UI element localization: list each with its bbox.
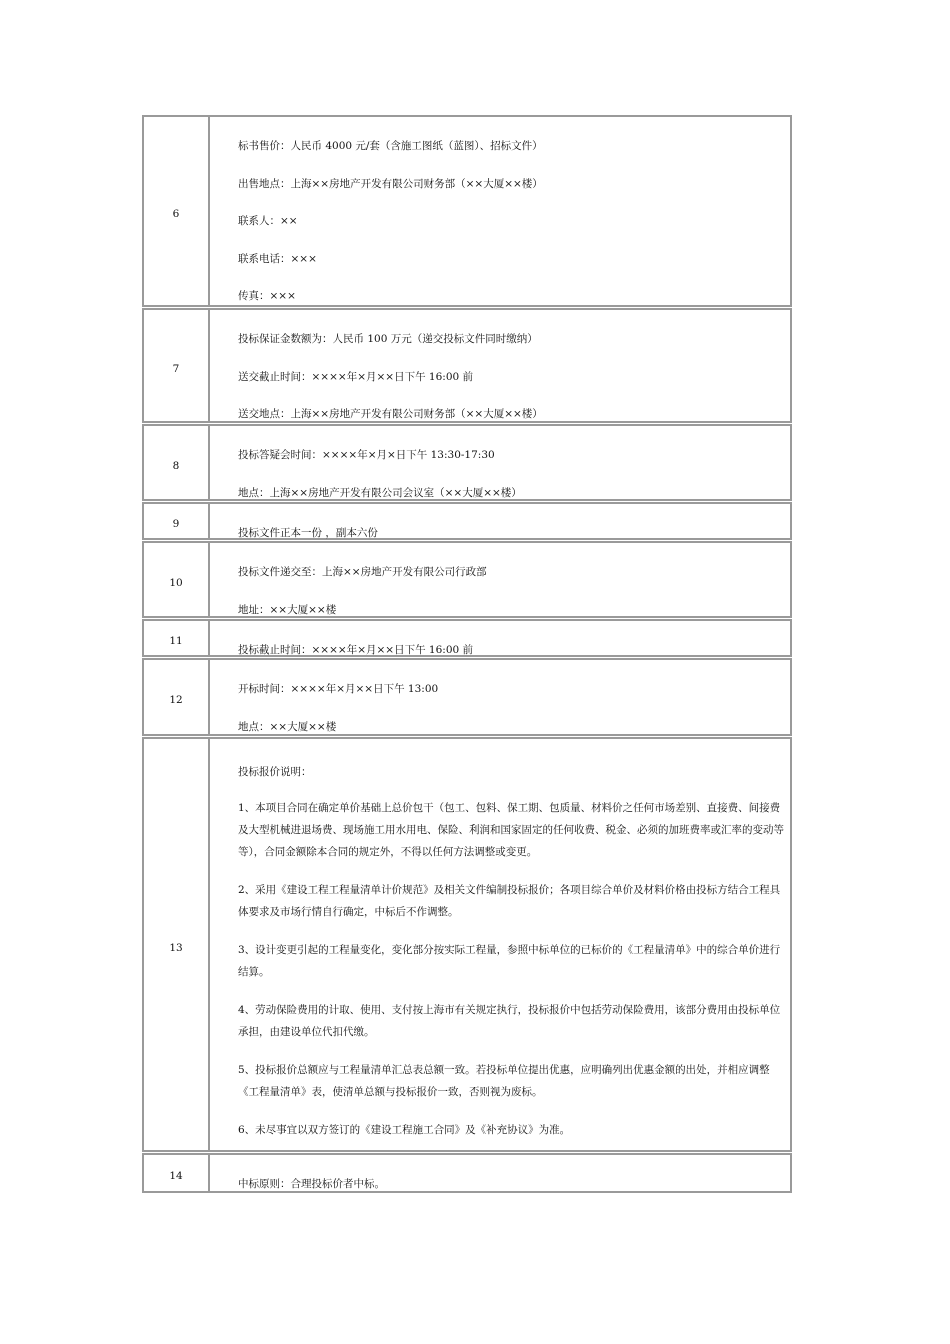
table-row [142,541,792,618]
row-number: 8 [144,426,210,499]
text-line: 地点：上海××房地产开发有限公司会议室（××大厦××楼） [238,486,522,499]
table-row [142,502,792,540]
row-content [210,504,790,538]
table-row [142,308,792,423]
row-content [210,621,790,655]
table-row [142,737,792,1152]
text-line: 出售地点：上海××房地产开发有限公司财务部（××大厦××楼） [238,177,543,190]
row-content [210,543,790,616]
row-number: 13 [144,739,210,1150]
text-line: 地点：××大厦××楼 [238,720,337,733]
text-line: 联系人：×× [238,215,298,227]
row-number: 7 [144,310,210,421]
table-row [142,1153,792,1193]
row-number: 12 [144,660,210,734]
text-line: 传真：××× [238,290,296,302]
row-content [210,660,790,734]
paragraph: 4、劳动保险费用的计取、使用、支付按上海市有关规定执行，投标报价中包括劳动保险费用，该部分费用由投标单位承担，由建设单位代扣代缴。 [238,1004,781,1038]
row-content [210,310,790,421]
table-row [142,658,792,736]
text-line: 投标保证金数额为：人民币 100 万元（递交投标文件同时缴纳） [238,333,538,345]
text-line: 开标时间：××××年×月××日下午 13:00 [238,683,439,695]
text-line: 送交截止时间：××××年×月××日下午 16:00 前 [238,370,474,383]
row-content [210,1155,790,1191]
paragraph: 5、投标报价总额应与工程量清单汇总表总额一致。若投标单位提出优惠，应明确列出优惠金额的出处，并相应调整《工程量清单》表，使清单总额与投标报价一致，否则视为废标。 [238,1064,770,1098]
row-content [210,426,790,499]
paragraph: 3、设计变更引起的工程量变化，变化部分按实际工程量，参照中标单位的已标价的《工程量清单》中的综合单价进行结算。 [238,944,781,978]
text-line: 投标文件正本一份 ，副本六份 [238,527,378,539]
text-line: 标书售价：人民币 4000 元/套（含施工图纸（蓝图）、招标文件） [238,140,543,152]
section-heading: 投标报价说明： [238,766,312,778]
row-number: 6 [144,117,210,305]
bidding-info-table [142,115,792,1194]
table-row [142,115,792,307]
paragraph: 6、未尽事宜以双方签订的《建设工程施工合同》及《补充协议》为准。 [238,1124,571,1136]
text-line: 投标文件递交至：上海××房地产开发有限公司行政部 [238,566,487,578]
text-line: 送交地点：上海××房地产开发有限公司财务部（××大厦××楼） [238,408,543,420]
table-row [142,619,792,657]
row-content [210,739,790,1150]
paragraph: 1、本项目合同在确定单价基础上总价包干（包工、包料、保工期、包质量、材料价之任何市场差别、直接费、间接费及大型机械进退场费、现场施工用水用电、保险、利润和国家固定的任何收费、税金、必须的加班费率或汇率的变动等等），合同金额除本合同的规定外，不得以任何方法调整或变更。 [238,802,784,858]
text-line: 投标截止时间：××××年×月××日下午 16:00 前 [238,644,474,656]
row-number: 10 [144,543,210,616]
text-line: 中标原则：合理投标价者中标。 [238,1178,385,1190]
row-number: 14 [144,1155,210,1191]
table-row [142,424,792,501]
text-line: 地址：××大厦××楼 [238,603,337,616]
text-line: 投标答疑会时间：××××年×月×日下午 13:30-17:30 [238,449,495,461]
row-number: 9 [144,504,210,538]
row-content [210,117,790,305]
row-number: 11 [144,621,210,655]
paragraph: 2、采用《建设工程工程量清单计价规范》及相关文件编制投标报价；各项目综合单价及材料价格由投标方结合工程具体要求及市场行情自行确定，中标后不作调整。 [238,884,781,918]
text-line: 联系电话：××× [238,252,317,265]
